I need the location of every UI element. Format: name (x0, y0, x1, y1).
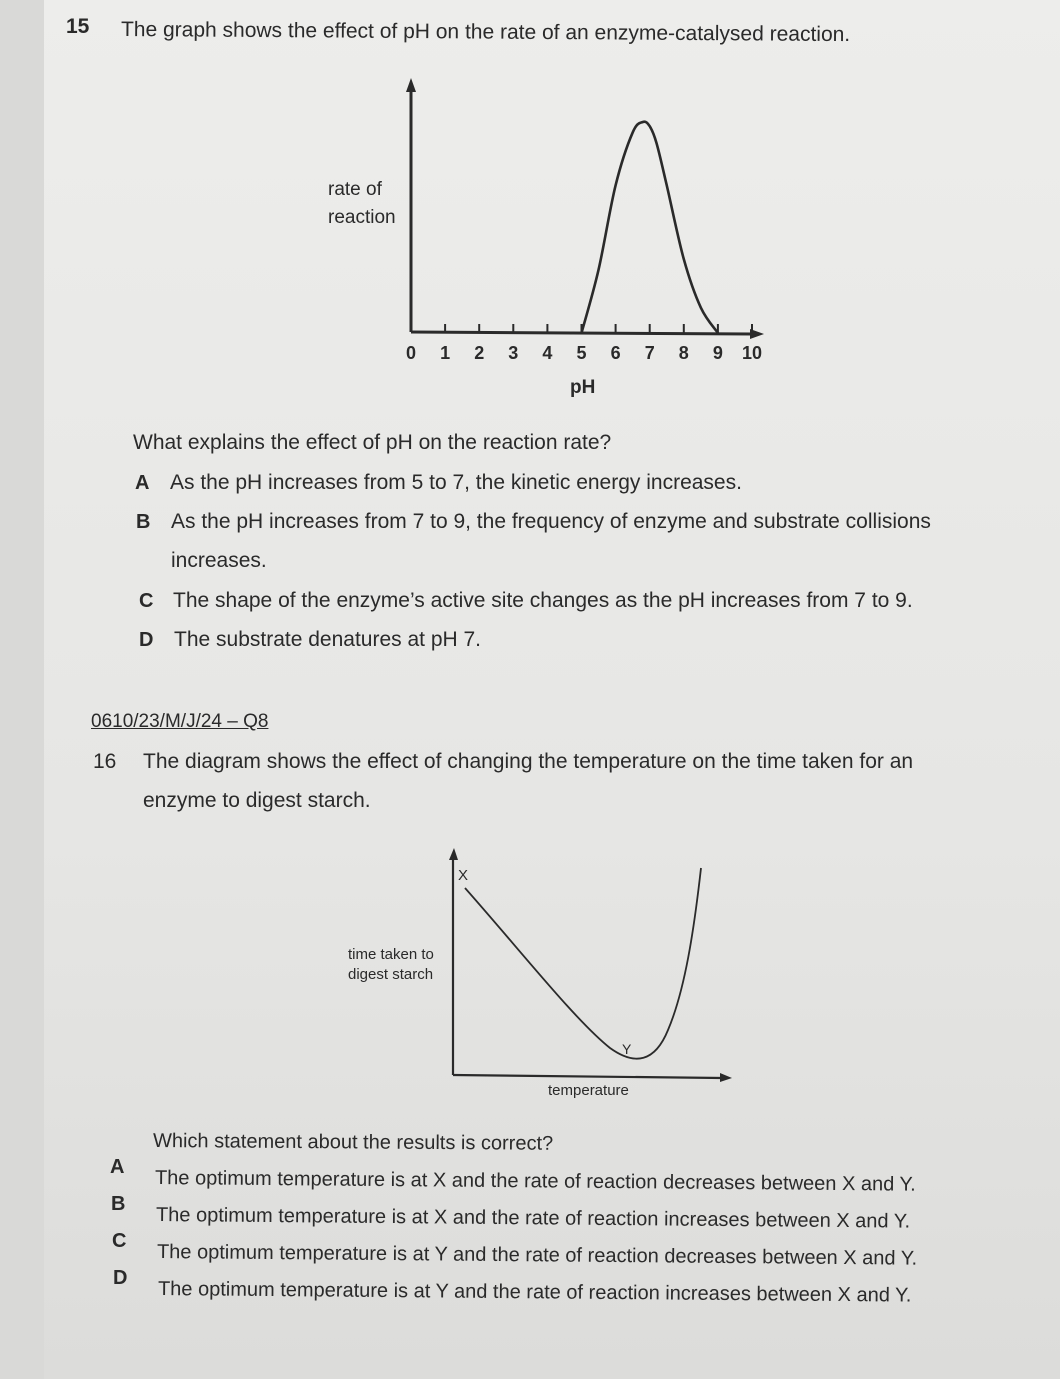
q15-number: 15 (66, 15, 90, 38)
ph-tick-label-6: 6 (610, 343, 621, 363)
temp-chart (348, 848, 732, 1099)
temp-ylabel-line2: digest starch (348, 966, 434, 983)
q15-stem: The graph shows the effect of pH on the rate of an enzyme-catalysed reaction. (120, 18, 851, 47)
q16-option-a-letter: A (110, 1156, 125, 1178)
q16-option-d-text: The optimum temperature is at Y and the rate of reaction increases between X and Y. (157, 1278, 912, 1307)
q16-stem-line2: enzyme to digest starch. (143, 789, 371, 812)
q16-question: Which statement about the results is correct? (152, 1130, 554, 1155)
q15-option-c-text: The shape of the enzyme’s active site changes as the pH increases from 7 to 9. (173, 589, 913, 612)
ph-ylabel-line2: reaction (328, 207, 396, 228)
ph-tick-label-0: 0 (405, 343, 417, 363)
source-reference: 0610/23/M/J/24 – Q8 (91, 711, 269, 732)
temp-x-axis (453, 1075, 722, 1078)
ph-tick-label-7: 7 (644, 343, 655, 363)
q16-option-c-letter: C (112, 1230, 127, 1252)
q16-option-a-text: The optimum temperature is at X and the rate of reaction decreases between X and Y. (154, 1167, 916, 1196)
q16-number: 16 (93, 750, 117, 773)
ph-tick-label-5: 5 (576, 343, 587, 363)
q15-option-a-letter: A (135, 472, 150, 494)
q16-option-b-text: The optimum temperature is at X and the rate of reaction increases between X and Y. (155, 1204, 911, 1233)
q15-option-d-letter: D (139, 629, 154, 651)
q15-option-b-text2: increases. (171, 549, 267, 572)
temp-x-arrow (720, 1073, 732, 1082)
temp-time-curve (465, 868, 701, 1059)
q16-option-b-letter: B (111, 1193, 126, 1215)
temp-ylabel-line1: time taken to (348, 946, 434, 963)
ph-tick-label-8: 8 (678, 343, 689, 363)
ph-tick-label-4: 4 (542, 343, 553, 363)
temp-xlabel: temperature (548, 1082, 629, 1099)
point-y-label: Y (622, 1041, 632, 1057)
temp-y-arrow (449, 848, 458, 860)
q15-question: What explains the effect of pH on the reaction rate? (133, 431, 612, 454)
ph-tick-label-10: 10 (741, 343, 763, 363)
q15-option-d-text: The substrate denatures at pH 7. (174, 628, 482, 651)
ph-tick-label-9: 9 (712, 343, 723, 363)
q15-option-b-text: As the pH increases from 7 to 9, the frequency of enzyme and substrate collisions (171, 510, 931, 533)
ph-y-arrow (406, 78, 416, 92)
ph-ylabel-line1: rate of (328, 179, 382, 200)
ph-tick-label-1: 1 (440, 343, 451, 363)
q16-option-c-text: The optimum temperature is at Y and the rate of reaction decreases between X and Y. (156, 1241, 918, 1270)
ph-tick-label-3: 3 (508, 343, 519, 363)
ph-rate-curve (582, 122, 718, 333)
point-x-label: X (458, 867, 469, 884)
q16-stem-line1: The diagram shows the effect of changing the temperature on the time taken for an (143, 750, 914, 773)
ph-tick-label-2: 2 (474, 343, 485, 363)
q16-option-d-letter: D (113, 1267, 128, 1289)
ph-chart (328, 78, 764, 398)
q15-option-b-letter: B (136, 511, 151, 533)
ph-xlabel: pH (570, 377, 596, 398)
q15-option-c-letter: C (139, 590, 154, 612)
q15-option-a-text: As the pH increases from 5 to 7, the kinetic energy increases. (170, 471, 742, 494)
